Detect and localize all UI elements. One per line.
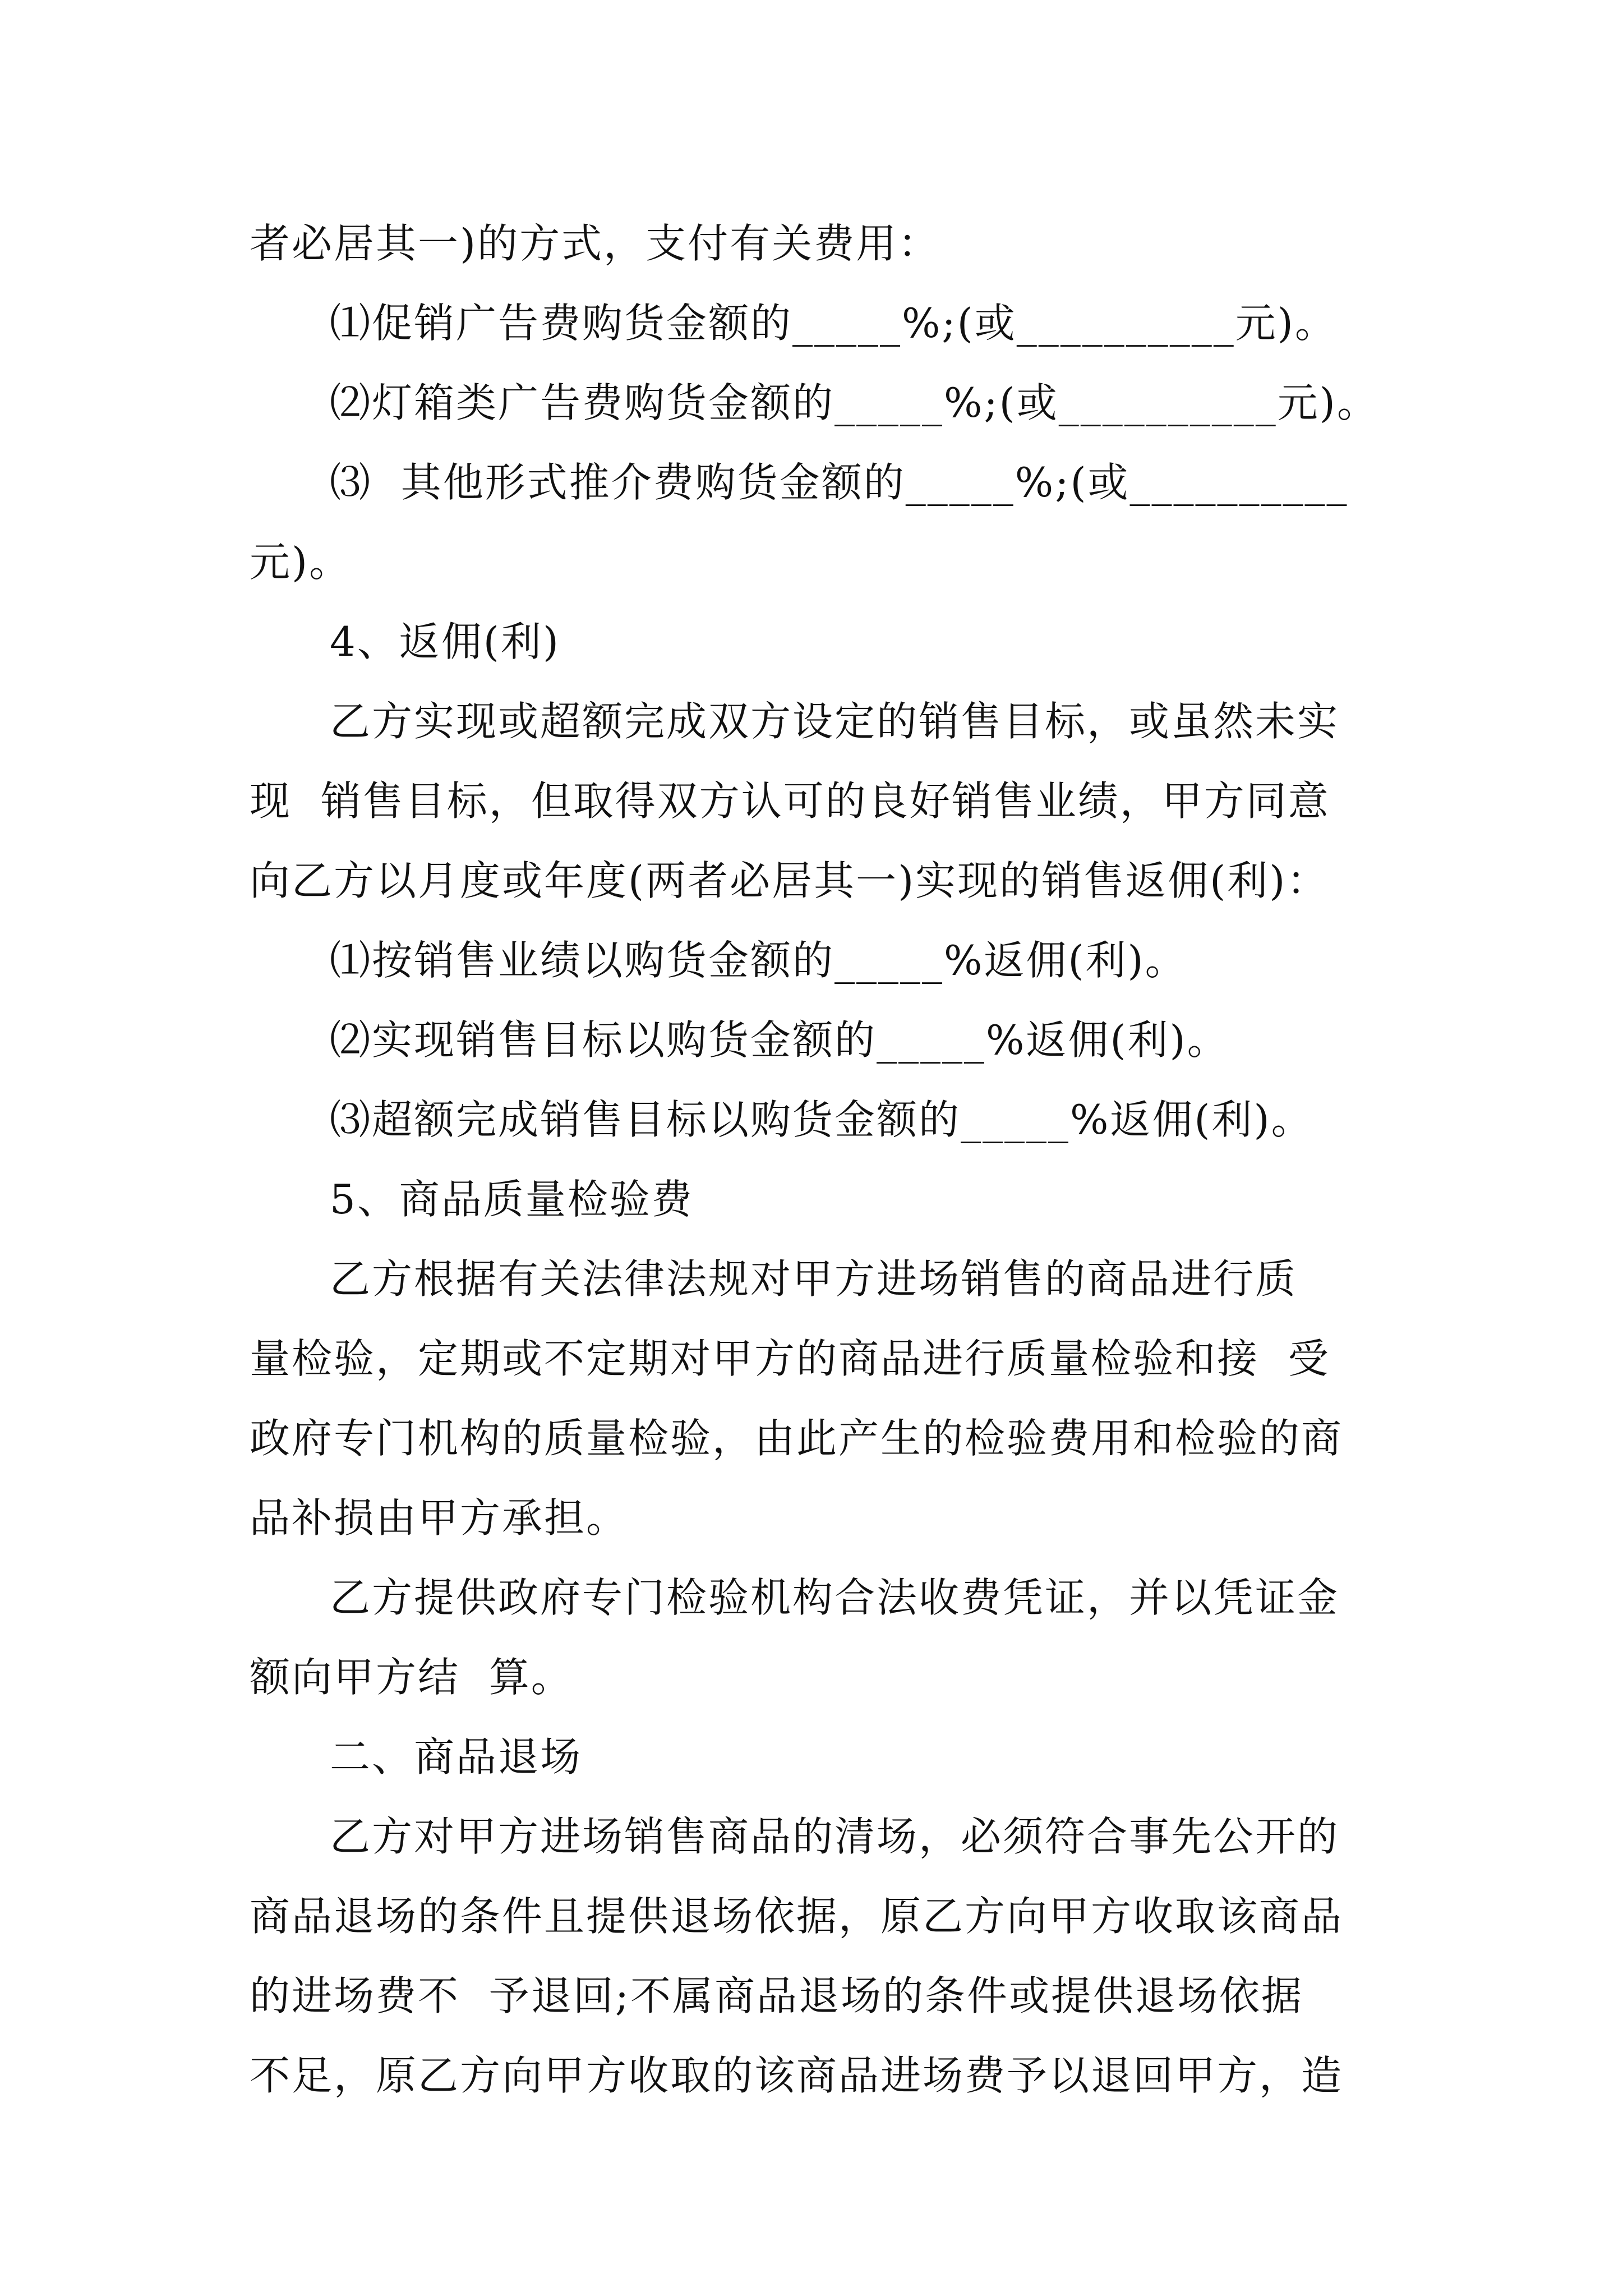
text-line: 者必居其一)的方式，支付有关费用： (250, 220, 940, 267)
text-line: 的进场费不 予退回;不属商品退场的条件或提供退场依据 (250, 1972, 1304, 2019)
text-line: ⑶超额完成销售目标以购货金额的_____%返佣(利)。 (330, 1096, 1313, 1143)
text-line: 品补损由甲方承担。 (250, 1494, 629, 1542)
section-heading: 二、商品退场 (330, 1733, 583, 1780)
text-line: ⑴按销售业绩以购货金额的_____%返佣(利)。 (330, 937, 1187, 984)
text-line: ⑶ 其他形式推介费购货金额的_____%;(或__________ (330, 459, 1349, 506)
text-line: 向乙方以月度或年度(两者必居其一)实现的销售返佣(利)： (250, 857, 1329, 904)
text-line: 乙方对甲方进场销售商品的清场，必须符合事先公开的 (330, 1813, 1340, 1860)
text-line: 现 销售目标，但取得双方认可的良好销售业绩，甲方同意 (250, 777, 1330, 825)
section-heading: 5、商品质量检验费 (330, 1176, 694, 1223)
text-line: 额向甲方结 算。 (250, 1654, 573, 1701)
text-line: 元)。 (250, 539, 352, 586)
text-line: 政府专门机构的质量检验，由此产生的检验费用和检验的商 (250, 1415, 1344, 1462)
text-line: 商品退场的条件且提供退场依据，原乙方向甲方收取该商品 (250, 1893, 1344, 1940)
text-line: 乙方实现或超额完成双方设定的销售目标，或虽然未实 (330, 698, 1340, 745)
text-line: ⑵实现销售目标以购货金额的_____%返佣(利)。 (330, 1016, 1229, 1064)
text-line: ⑵灯箱类广告费购货金额的_____%;(或__________元)。 (330, 379, 1379, 426)
text-line: 乙方根据有关法律法规对甲方进场销售的商品进行质 (330, 1255, 1298, 1303)
text-line: 不足，原乙方向甲方收取的该商品进场费予以退回甲方，造 (250, 2052, 1344, 2099)
text-line: 量检验，定期或不定期对甲方的商品进行质量检验和接 受 (250, 1335, 1330, 1382)
text-line: 乙方提供政府专门检验机构合法收费凭证，并以凭证金 (330, 1574, 1340, 1621)
section-heading: 4、返佣(利) (330, 618, 560, 665)
text-line: ⑴促销广告费购货金额的_____%;(或__________元)。 (330, 300, 1337, 347)
